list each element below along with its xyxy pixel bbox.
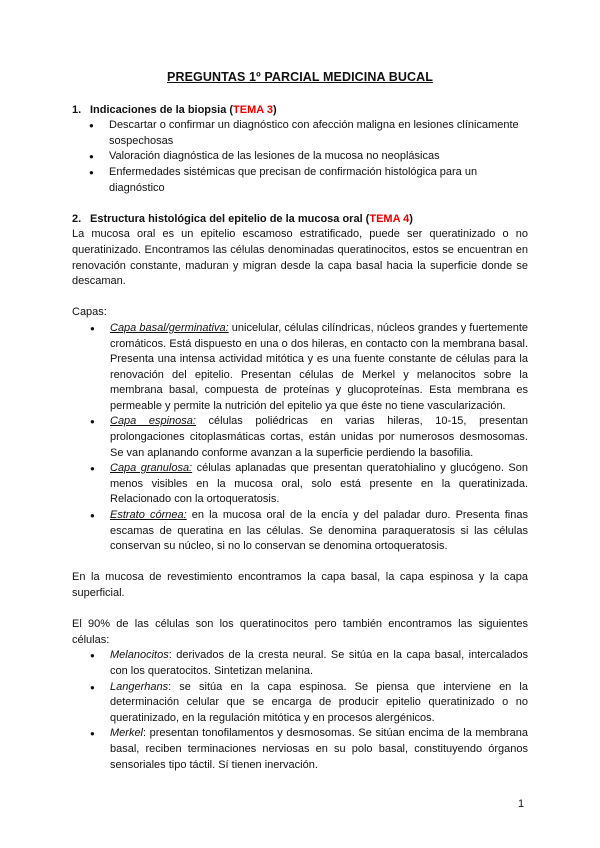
list-item [72,680,528,727]
section-1-list [72,118,528,196]
list-item [72,648,528,679]
intro-paragraph: La mucosa oral es un epitelio escamoso estratificado, puede ser queratinizado o no queratinizado. Encontramos las células denominadas queratinocitos, estos se encuentran en renovación constante, maduran y migran desde la capa basal hacia la superficie donde se descaman. [72,228,528,288]
cells-paragraph: El 90% de las células son los queratinocitos pero también encontramos las siguientes células: [72,618,528,646]
capa-term: Capa basal/germinativa: [110,321,229,334]
section-1-heading-text: Indicaciones de la biopsia ( [90,103,234,116]
capa-text: células poliédricas en varias hileras, 10-15, presentan prolongaciones citoplasmáticas cortas, están unidas por numerosos desmosomas. Se van aplanando conforme avanzan a la superficie perdiendo la basofilia. [110,415,528,459]
cell-term: Merkel [110,727,144,740]
section-1-close: ) [272,103,277,116]
list-item [72,726,528,773]
capa-text: células aplanadas que presentan queratohialino y glucógeno. Son menos visibles en la mucosa oral, solo está presente en la queratinizada. Relacionado con la ortoqueratosis. [110,462,528,506]
section-1-tag: TEMA 3 [233,103,273,116]
capa-term: Capa espinosa: [110,415,196,428]
list-item: ● Enfermedades sistémicas que precisan de confirmación histológica para un diagnóstico [72,165,528,196]
capa-text: en la mucosa oral de la encía y del paladar duro. Presenta finas escamas de queratina en las células. Se denomina paraqueratosis si las células conservan su núcleo, si no lo conservan se denomina ortoqueratosis. [110,509,528,553]
section-2-tag: TEMA 4 [369,212,410,225]
list-item [72,461,528,508]
cell-term: Melanocitos [110,649,169,662]
list-item [72,414,528,461]
cell-term: Langerhans [110,680,169,693]
capa-text: unicelular, células cilíndricas, núcleos grandes y fuertemente cromáticos. Está dispuesto en una o dos hileras, en contacto con la membrana basal. Presenta una intensa actividad mitótica y es una fuente constante de células para la renovación del epitelio. Presentan células de Merkel y melanocitos sobre la membrana basal, compuesta de proteínas y glucoproteínas. Esta membrana es permeable y permite la nutrición del epitelio ya que éste no tiene vascularización. [110,321,528,412]
capa-term: Estrato córnea: [110,509,187,522]
cells-list [72,648,528,773]
cell-text: : derivados de la cresta neural. Se sitúa en la capa basal, intercalados con los queratocitos. Sintetizan melanina. [110,649,528,677]
page-title: PREGUNTAS 1º PARCIAL MEDICINA BUCAL [167,70,433,84]
list-item: ● Descartar o confirmar un diagnóstico con afección maligna en lesiones clínicamente sospechosas [72,118,528,149]
section-2-close: ) [409,212,413,225]
section-2-heading [72,212,528,228]
list-item [72,508,528,555]
capa-term: Capa granulosa: [110,462,193,475]
section-2-number: 2. [72,212,82,225]
cell-text: : se sitúa en la capa espinosa. Se piensa que interviene en la determinación celular que se encarga de producir epitelio queratinizado o no queratinizado, en la regulación mitótica y en procesos alergénicos. [110,680,528,724]
list-item [72,321,528,415]
capas-label: Capas: [72,306,107,319]
document-page [72,70,528,773]
section-1-heading [72,103,528,119]
revestimiento-paragraph: En la mucosa de revestimiento encontramos la capa basal, la capa espinosa y la capa superficial. [72,571,528,599]
list-item: ● Valoración diagnóstica de las lesiones de la mucosa no neoplásicas [72,149,528,165]
capas-list [72,321,528,555]
section-1-number: 1. [72,103,82,116]
cell-text: : presentan tonofilamentos y desmosomas. Se sitúan encima de la membrana basal, reciben terminaciones nerviosas en su polo basal, constituyendo órganos sensoriales tipo táctil. Sí tienen inervación. [110,727,528,771]
section-2-heading-text: Estructura histológica del epitelio de la mucosa oral ( [90,212,370,225]
page-number: 1 [518,798,525,810]
